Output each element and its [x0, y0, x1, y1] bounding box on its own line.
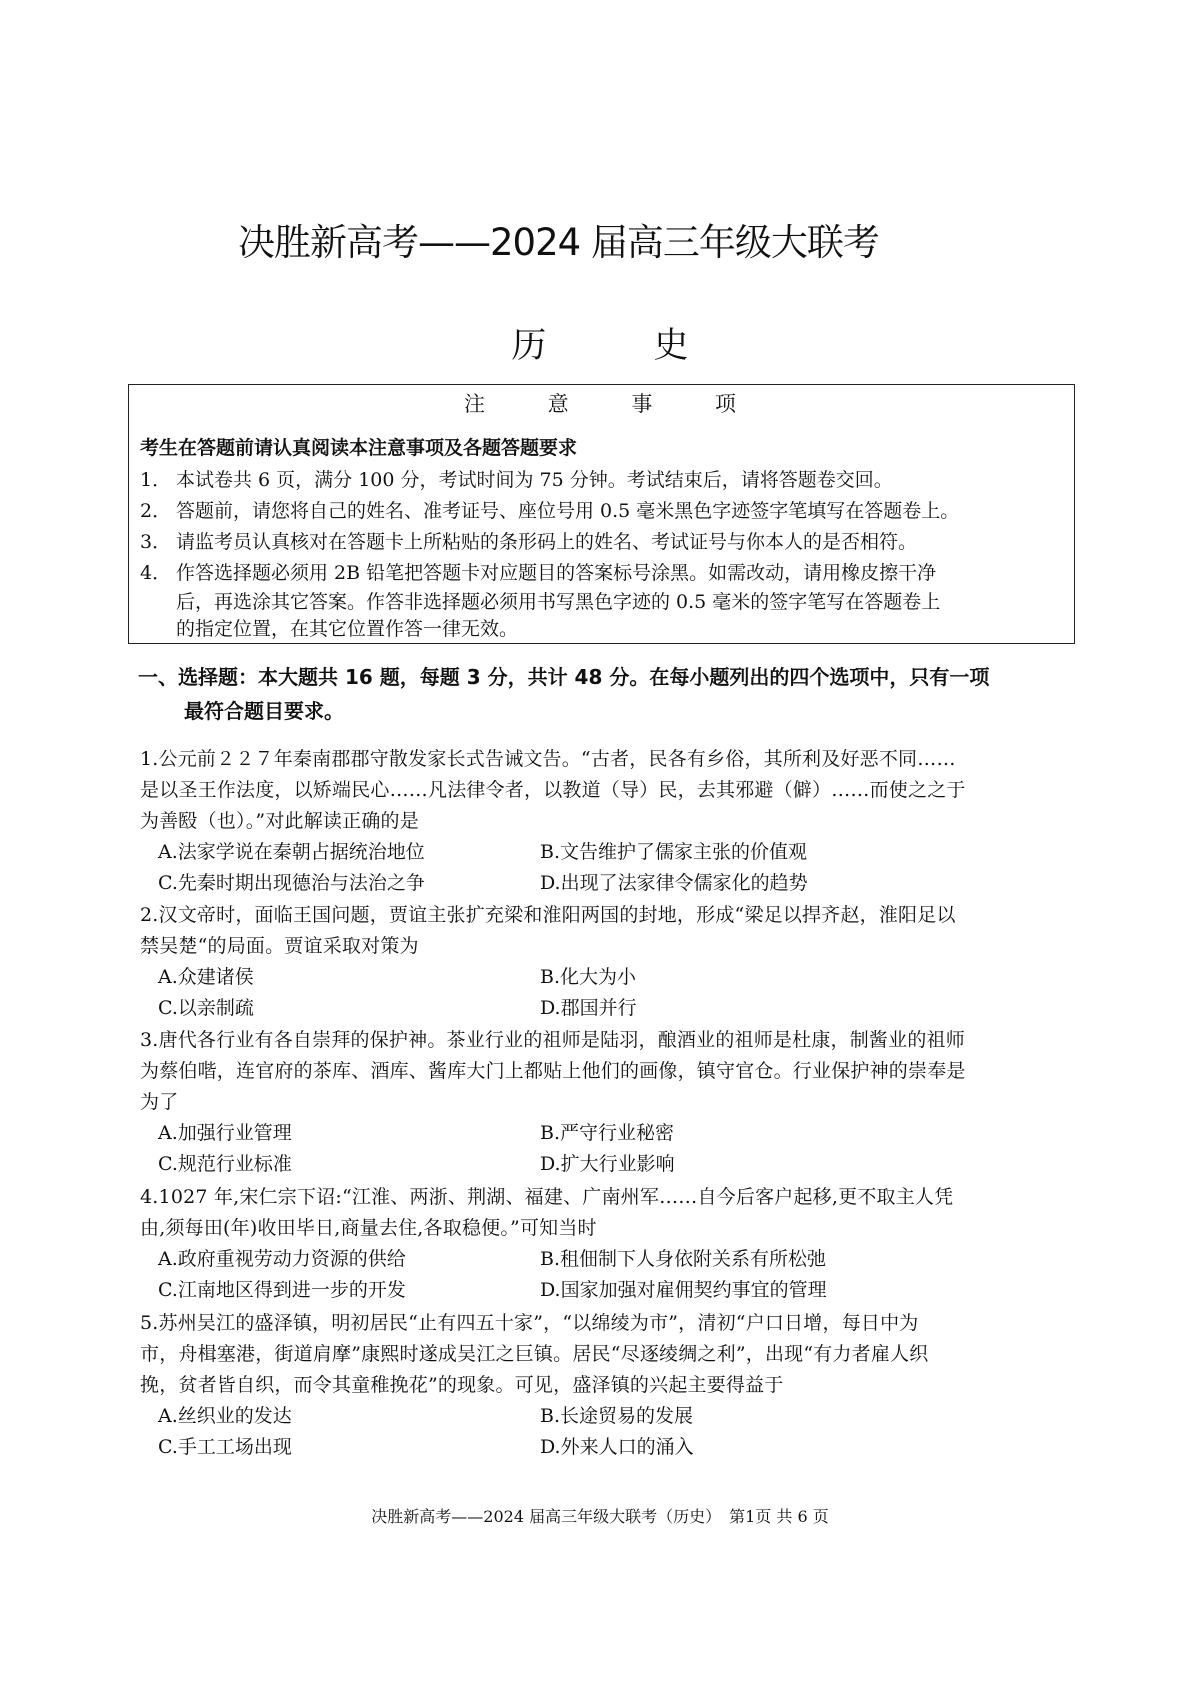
question-3-stem: 为蔡伯喈，连官府的茶库、酒库、酱库大门上都贴上他们的画像，镇守官仓。行业保护神的崇奉是	[140, 1060, 966, 1082]
question-4-stem: 4.1027 年,宋仁宗下诏:“江淮、两浙、荆湖、福建、广南州军……自今后客户起移,更不取主人凭	[140, 1186, 954, 1208]
notice-item-number: 1．	[140, 469, 172, 491]
question-3-stem: 3.唐代各行业有各自崇拜的保护神。茶业行业的祖师是陆羽，酿酒业的祖师是杜康，制酱业的祖师	[140, 1029, 965, 1051]
notice-intro: 考生在答题前请认真阅读本注意事项及各题答题要求	[140, 437, 578, 459]
subject-title: 历 史	[511, 326, 737, 366]
question-1-stem: 为善殹（也）。”对此解读正确的是	[140, 810, 419, 832]
notice-item-text: 本试卷共 6 页，满分 100 分，考试时间为 75 分钟。考试结束后，请将答题卷交回。	[176, 469, 893, 491]
question-2-option-b: B.化大为小	[540, 966, 637, 988]
question-4-option-a: A.政府重视劳动力资源的供给	[158, 1248, 406, 1270]
notice-item-number: 2．	[140, 500, 172, 522]
question-1-option-a: A.法家学说在秦朝占据统治地位	[158, 841, 425, 863]
question-1-stem: 1.公元前２２７年秦南郡郡守散发家长式告诫文告。“古者，民各有乡俗，其所利及好恶不同……	[140, 748, 956, 770]
section-heading-line: 一、选择题：本大题共 16 题，每题 3 分，共计 48 分。在每小题列出的四个选项中，只有一项	[138, 665, 990, 689]
question-5-option-b: B.长途贸易的发展	[540, 1405, 694, 1427]
question-5-option-a: A.丝织业的发达	[158, 1405, 292, 1427]
question-2-stem: 2.汉文帝时，面临王国问题，贾谊主张扩充梁和淮阳两国的封地，形成“梁足以捍齐赵，淮阳足以	[140, 904, 956, 926]
notice-item-text: 后，再选涂其它答案。作答非选择题必须用书写黑色字迹的 0.5 毫米的签字笔写在答题卷上	[176, 591, 941, 613]
question-3-option-b: B.严守行业秘密	[540, 1122, 675, 1144]
question-5-stem: 5.苏州吴江的盛泽镇，明初居民“止有四五十家”，“以绵绫为市”，清初“户口日增，每日中为	[140, 1312, 919, 1334]
notice-item-text: 的指定位置，在其它位置作答一律无效。	[176, 618, 519, 640]
notice-item	[140, 528, 1070, 557]
question-5-stem: 市，舟楫塞港，街道肩摩”康熙时遂成吴江之巨镇。居民“尽逐绫绸之利”，出现“有力者雇人织	[140, 1343, 929, 1365]
question-2-option-c: C.以亲制疏	[158, 997, 254, 1019]
section-heading	[138, 660, 1078, 728]
notice-item-number: 3．	[140, 531, 172, 553]
notice-item	[140, 559, 1070, 588]
question-3-option-a: A.加强行业管理	[158, 1122, 292, 1144]
question-5-option-c: C.手工工场出现	[158, 1436, 292, 1458]
question-1-option-b: B.文告维护了儒家主张的价值观	[540, 841, 808, 863]
question-5-stem: 挽，贫者皆自织，而令其童稚挽花”的现象。可见，盛泽镇的兴起主要得益于	[140, 1374, 784, 1396]
notice-item-text: 作答选择题必须用 2B 铅笔把答题卡对应题目的答案标号涂黑。如需改动，请用橡皮擦干净	[176, 562, 937, 584]
question-1-option-d: D.出现了法家律令儒家化的趋势	[540, 872, 808, 894]
question-4-option-b: B.租佃制下人身依附关系有所松弛	[540, 1248, 827, 1270]
question-3-option-c: C.规范行业标准	[158, 1153, 292, 1175]
question-2-option-d: D.郡国并行	[540, 997, 637, 1019]
exam-title: 决胜新高考——2024 届高三年级大联考	[238, 221, 879, 264]
question-2-stem: 禁吴楚“的局面。贾谊采取对策为	[140, 935, 419, 957]
notice-item-number: 4．	[140, 562, 172, 584]
notice-heading: 注 意 事 项	[463, 392, 765, 416]
question-2-option-a: A.众建诸侯	[158, 966, 254, 988]
question-4-option-c: C.江南地区得到进一步的开发	[158, 1279, 406, 1301]
question-4-stem: 由,须每田(年)收田毕日,商量去住,各取稳便。”可知当时	[140, 1217, 597, 1239]
notice-item-text: 请监考员认真核对在答题卡上所粘贴的条形码上的姓名、考试证号与你本人的是否相符。	[176, 531, 918, 553]
notice-item	[140, 466, 1070, 495]
notice-item-text: 答题前，请您将自己的姓名、准考证号、座位号用 0.5 毫米黑色字迹签字笔填写在答题卷上。	[176, 500, 960, 522]
notice-item	[140, 497, 1070, 526]
question-1-stem: 是以圣王作法度，以矫端民心……凡法律令者，以教道（导）民，去其邪避（僻）……而使之之于	[140, 779, 966, 801]
section-heading-line: 最符合题目要求。	[184, 699, 344, 723]
page-footer: 决胜新高考——2024 届高三年级大联考（历史） 第1页 共 6 页	[371, 1507, 829, 1526]
question-1-option-c: C.先秦时期出现德治与法治之争	[158, 872, 425, 894]
question-3-stem: 为了	[140, 1091, 179, 1113]
question-5-option-d: D.外来人口的涌入	[540, 1436, 694, 1458]
question-4-option-d: D.国家加强对雇佣契约事宜的管理	[540, 1279, 827, 1301]
question-3-option-d: D.扩大行业影响	[540, 1153, 675, 1175]
